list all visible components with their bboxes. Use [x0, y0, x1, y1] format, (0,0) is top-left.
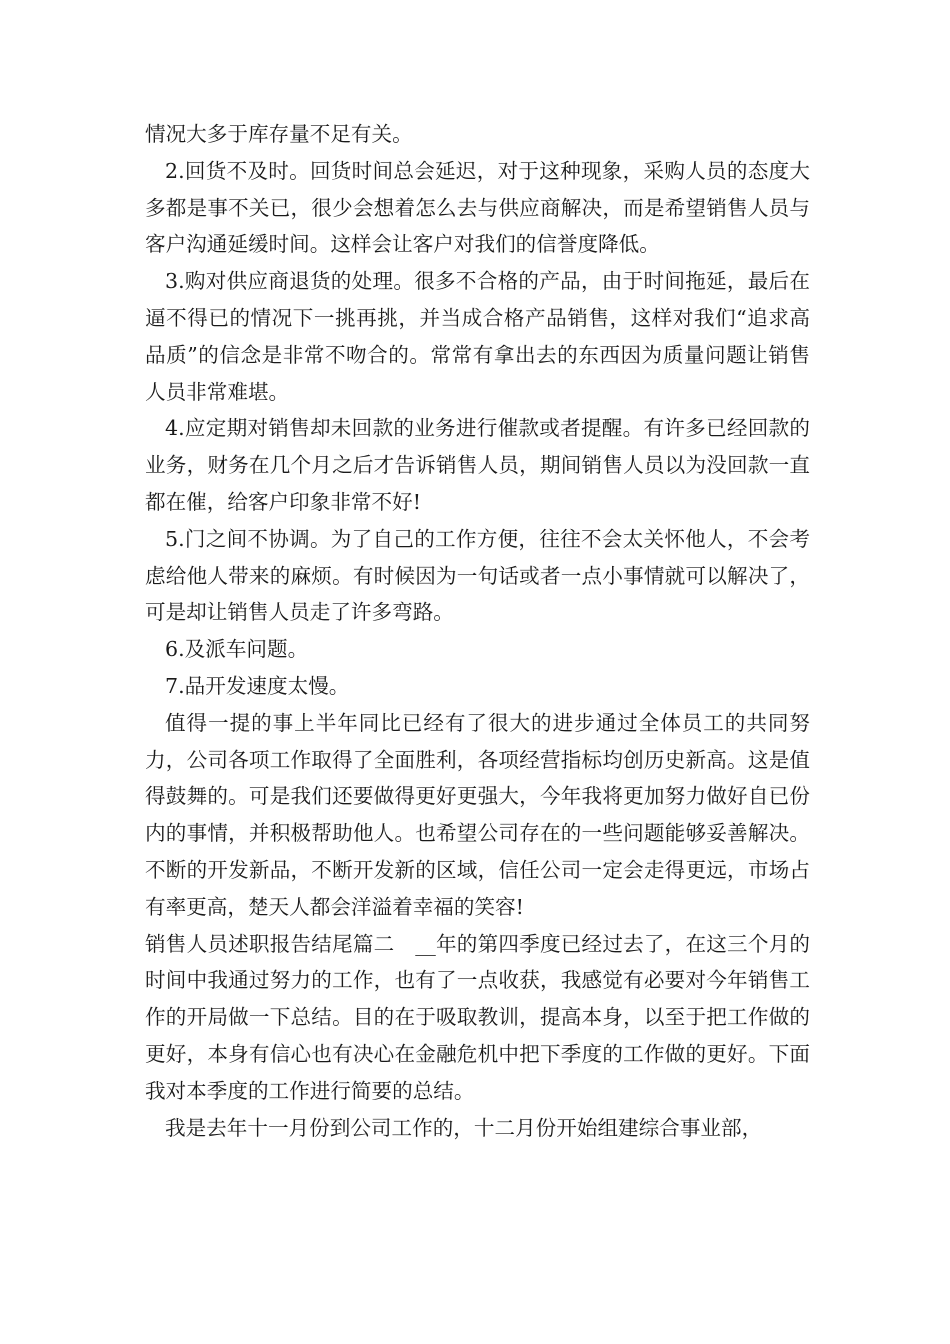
paragraph-3: 3.购对供应商退货的处理。很多不合格的产品，由于时间拖延，最后在逼不得已的情况下一挑再挑，并当成合格产品销售，这样对我们“追求高品质”的信念是非常不吻合的。常常有拿出去的东西因为质量问题让销售人员非常难堪。 [145, 269, 810, 404]
document-body [145, 116, 810, 1146]
paragraph-2: 2.回货不及时。回货时间总会延迟，对于这种现象，采购人员的态度大多都是事不关已，很少会想着怎么去与供应商解决，而是希望销售人员与客户沟通延缓时间。这样会让客户对我们的信誉度降低。 [145, 158, 810, 257]
paragraph-4: 4.应定期对销售却未回款的业务进行催款或者提醒。有许多已经回款的业务，财务在几个月之后才告诉销售人员，期间销售人员以为没回款一直都在催，给客户印象非常不好! [145, 416, 810, 514]
paragraph-5: 5.门之间不协调。为了自己的工作方便，往往不会太关怀他人，不会考虑给他人带来的麻烦。有时候因为一句话或者一点小事情就可以解决了，可是却让销售人员走了许多弯路。 [145, 526, 810, 625]
paragraph-9: 销售人员述职报告结尾篇二 __年的第四季度已经过去了，在这三个月的时间中我通过努力的工作，也有了一点收获，我感觉有必要对今年销售工作的开局做一下总结。目的在于吸取教训，提高本身，以至于把工作做的更好，本身有信心也有决心在金融危机中把下季度的工作做的更好。下面我对本季度的工作进行简要的总结。 [145, 931, 810, 1103]
paragraph-6: 6.及派车问题。 [165, 637, 309, 662]
paragraph-1: 情况大多于库存量不足有关。 [145, 122, 413, 146]
paragraph-10: 我是去年十一月份到公司工作的，十二月份开始组建综合事业部， [165, 1115, 763, 1140]
paragraph-8: 值得一提的事上半年同比已经有了很大的进步通过全体员工的共同努力，公司各项工作取得了全面胜利，各项经营指标均创历史新高。这是值得鼓舞的。可是我们还要做得更好更强大，今年我将更加努力做好自已份内的事情，并积极帮助他人。也希望公司存在的一些问题能够妥善解决。不断的开发新品，不断开发新的区域，信任公司一定会走得更远，市场占有率更高，楚天人都会洋溢着幸福的笑容! [145, 710, 810, 919]
paragraph-7: 7.品开发速度太慢。 [165, 673, 350, 698]
